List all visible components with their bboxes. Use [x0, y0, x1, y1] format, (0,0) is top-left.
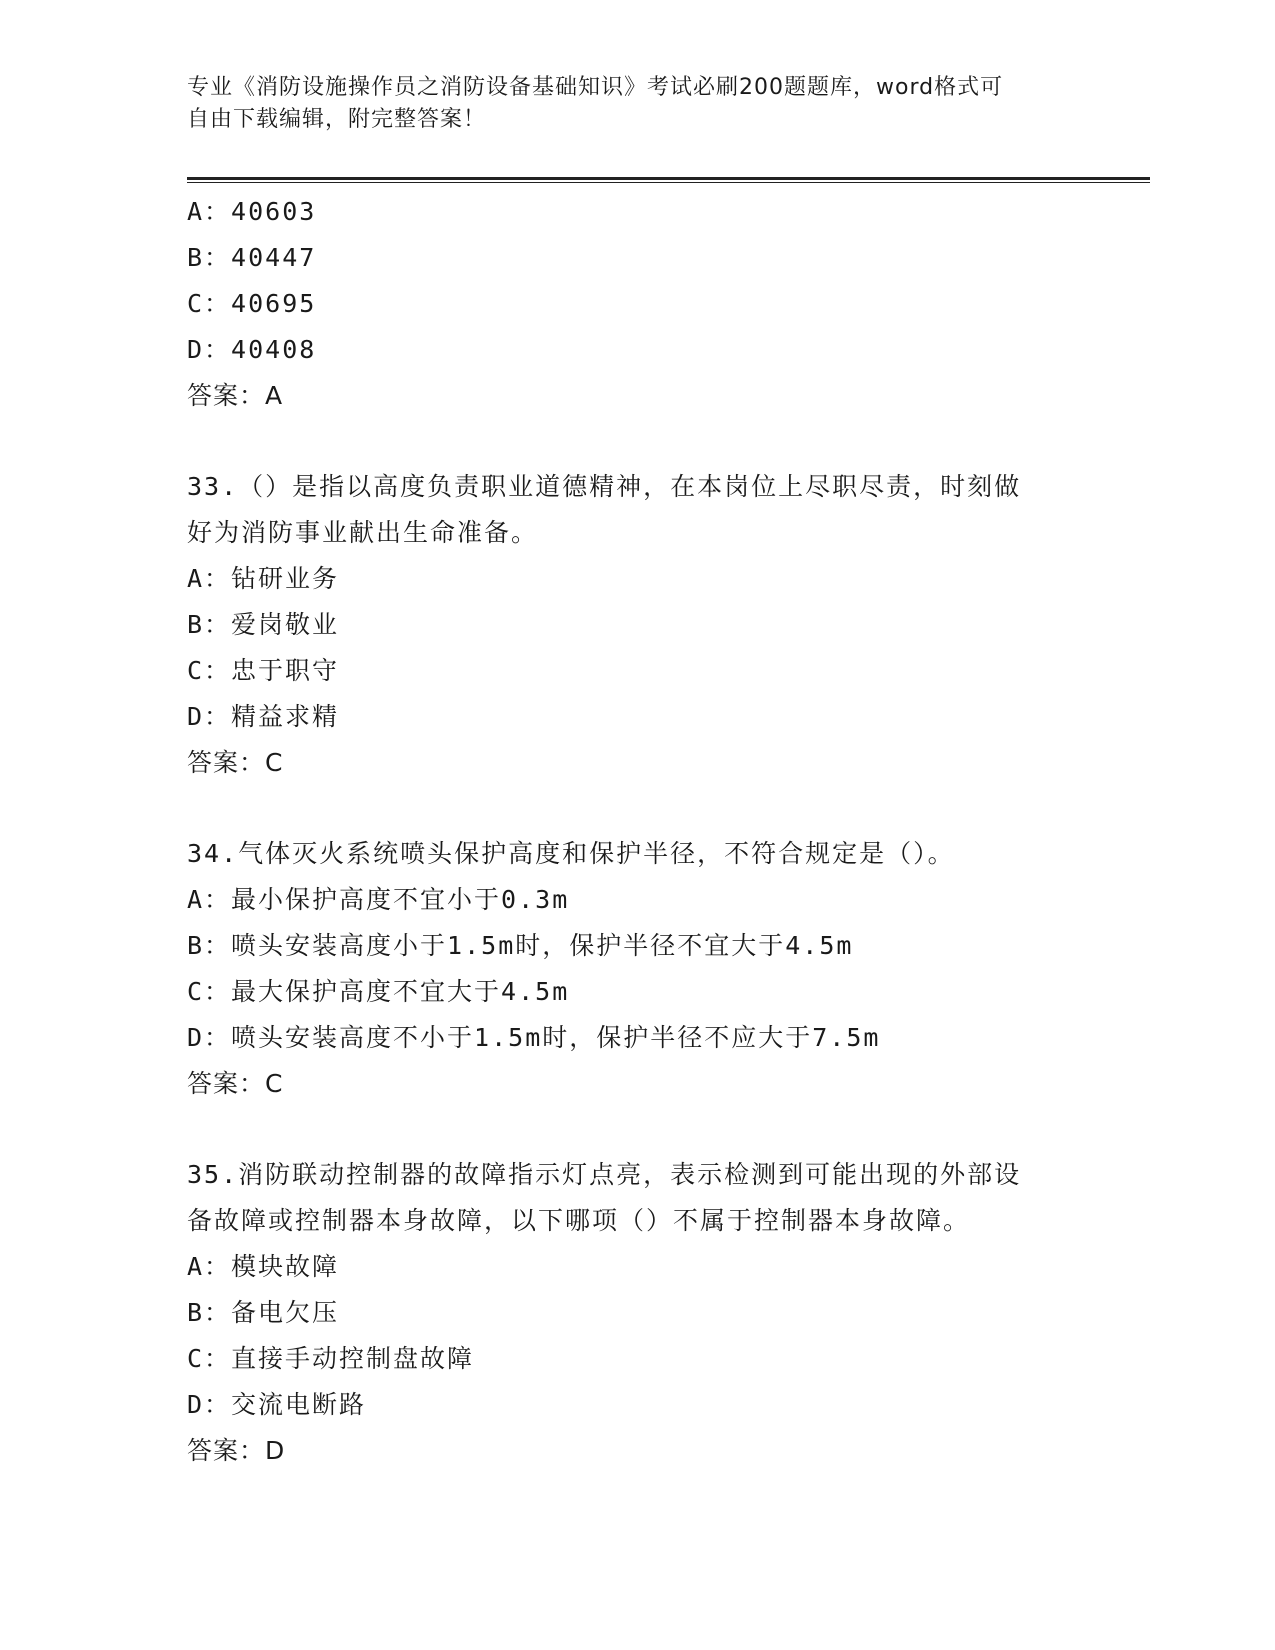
option-c: C：40695 — [187, 289, 317, 318]
answer: 答案：D — [187, 1436, 286, 1465]
option-c: C：忠于职守 — [187, 656, 340, 685]
question-35 — [187, 1152, 1087, 1474]
question-stem: 好为消防事业献出生命准备。 — [187, 518, 539, 547]
spacer — [187, 419, 1087, 464]
option-b: B：爱岗敬业 — [187, 610, 340, 639]
option-d: D：喷头安装高度不小于1.5m时，保护半径不应大于7.5m — [187, 1023, 881, 1052]
question-stem: 33.（）是指以高度负责职业道德精神，在本岗位上尽职尽责，时刻做 — [187, 472, 1022, 501]
option-d: D：精益求精 — [187, 702, 340, 731]
option-a: A：最小保护高度不宜小于0.3m — [187, 885, 570, 914]
question-34 — [187, 831, 1087, 1107]
option-d: D：40408 — [187, 335, 317, 364]
option-b: B：喷头安装高度小于1.5m时，保护半径不宜大于4.5m — [187, 931, 854, 960]
question-33 — [187, 464, 1087, 786]
option-b: B：备电欠压 — [187, 1298, 340, 1327]
spacer — [187, 1107, 1087, 1152]
header-rule-thin — [187, 182, 1150, 183]
document-header — [187, 72, 1087, 136]
question-stem: 34.气体灭火系统喷头保护高度和保护半径，不符合规定是（）。 — [187, 839, 955, 868]
question-stem: 35.消防联动控制器的故障指示灯点亮，表示检测到可能出现的外部设 — [187, 1160, 1022, 1189]
option-a: A：钻研业务 — [187, 564, 340, 593]
header-line-1: 专业《消防设施操作员之消防设备基础知识》考试必刷200题题库，word格式可 — [187, 75, 1004, 100]
answer: 答案：C — [187, 1069, 284, 1098]
option-a: A：模块故障 — [187, 1252, 340, 1281]
option-c: C：直接手动控制盘故障 — [187, 1344, 475, 1373]
question-stem: 备故障或控制器本身故障，以下哪项（）不属于控制器本身故障。 — [187, 1206, 971, 1235]
header-rule-thick — [187, 177, 1150, 180]
answer: 答案：A — [187, 381, 284, 410]
option-a: A：40603 — [187, 197, 317, 226]
header-line-2: 自由下载编辑，附完整答案！ — [187, 107, 487, 132]
option-c: C：最大保护高度不宜大于4.5m — [187, 977, 570, 1006]
document-body — [187, 189, 1087, 1474]
option-b: B：40447 — [187, 243, 317, 272]
question-32 — [187, 189, 1087, 419]
answer: 答案：C — [187, 748, 284, 777]
spacer — [187, 786, 1087, 831]
option-d: D：交流电断路 — [187, 1390, 367, 1419]
